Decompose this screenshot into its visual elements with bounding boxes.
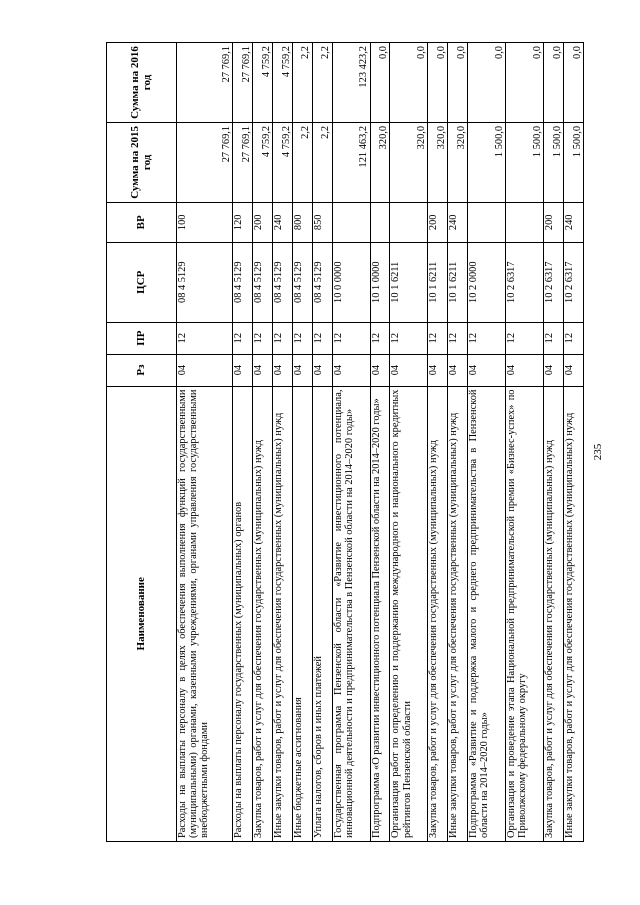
row-vr [332,202,370,242]
row-rz: 04 [292,354,312,386]
rotated-table-container [106,42,584,842]
row-pr: 12 [253,322,273,354]
row-vr: 100 [177,202,233,242]
row-csr: 10 0 0000 [332,242,370,322]
row-sum-2015: 4 759,2 [272,122,292,202]
row-csr: 08 4 5129 [292,242,312,322]
row-sum-2016: 2,2 [292,43,312,123]
row-rz: 04 [564,354,584,386]
row-rz: 04 [272,354,292,386]
table-body [177,43,584,842]
row-sum-2016: 0,0 [370,43,390,123]
row-name: Закупка товаров, работ и услуг для обеспечения государственных (муниципальных) нужд [253,386,273,841]
row-sum-2016: 0,0 [506,43,544,123]
header-sum-2016: Сумма на 2016 год [107,43,177,123]
row-rz: 04 [370,354,390,386]
row-sum-2016: 0,0 [544,43,564,123]
table-row [448,43,468,842]
row-sum-2016: 27 769,1 [177,43,233,123]
row-pr: 12 [564,322,584,354]
row-rz: 04 [233,354,253,386]
row-sum-2015: 1 500,0 [468,122,506,202]
row-name: Организация и проведение этапа Национальной предпринимательской премии «Бизнес-успех» по Приволжскому федеральному округу [506,386,544,841]
row-pr: 12 [506,322,544,354]
row-vr: 200 [253,202,273,242]
row-sum-2015: 27 769,1 [177,122,233,202]
row-pr: 12 [312,322,332,354]
row-csr: 08 4 5129 [233,242,253,322]
row-pr: 12 [390,322,428,354]
table-row [253,43,273,842]
row-name: Закупка товаров, работ и услуг для обеспечения государственных (муниципальных) нужд [428,386,448,841]
row-name: Расходы на выплаты персоналу государственных (муниципальных) органов [233,386,253,841]
row-csr: 10 2 0000 [468,242,506,322]
row-rz: 04 [544,354,564,386]
table-row [332,43,370,842]
row-csr: 08 4 5129 [272,242,292,322]
row-name: Иные закупки товаров, работ и услуг для обеспечения государственных (муниципальных) нужд [448,386,468,841]
row-pr: 12 [428,322,448,354]
page-number: 235 [592,443,604,461]
row-sum-2016: 0,0 [390,43,428,123]
row-name: Иные бюджетные ассигнования [292,386,312,841]
budget-table [106,42,584,842]
row-rz: 04 [448,354,468,386]
row-sum-2016: 0,0 [428,43,448,123]
row-sum-2015: 121 463,2 [332,122,370,202]
row-csr: 10 1 6211 [448,242,468,322]
table-row [390,43,428,842]
row-vr: 200 [544,202,564,242]
row-vr: 200 [428,202,448,242]
header-pr: ПР [107,322,177,354]
row-sum-2016: 4 759,2 [272,43,292,123]
row-sum-2016: 2,2 [312,43,332,123]
row-pr: 12 [448,322,468,354]
row-csr: 10 2 6317 [564,242,584,322]
table-row [272,43,292,842]
row-rz: 04 [428,354,448,386]
table-row [370,43,390,842]
row-csr: 08 4 5129 [312,242,332,322]
row-vr [370,202,390,242]
header-sum-2015: Сумма на 2015 год [107,122,177,202]
table-row [544,43,564,842]
row-csr: 10 1 6211 [428,242,448,322]
row-sum-2015: 320,0 [370,122,390,202]
table-row [564,43,584,842]
row-sum-2015: 320,0 [448,122,468,202]
table-row [428,43,448,842]
row-name: Подпрограмма «О развитии инвестиционного потенциала Пензенской области на 2014–2020 годы» [370,386,390,841]
row-name: Расходы на выплаты персоналу в целях обеспечения выполнения функций государственными (муниципальными) органами, казенными учреждениями, органами управления государственными внебюджетными фондами [177,386,233,841]
row-vr: 800 [292,202,312,242]
row-rz: 04 [177,354,233,386]
row-sum-2015: 2,2 [292,122,312,202]
table-row [233,43,253,842]
row-sum-2016: 0,0 [468,43,506,123]
row-vr: 240 [448,202,468,242]
row-pr: 12 [177,322,233,354]
row-pr: 12 [272,322,292,354]
table-row [468,43,506,842]
row-sum-2016: 123 423,2 [332,43,370,123]
row-sum-2016: 0,0 [564,43,584,123]
row-vr [506,202,544,242]
row-pr: 12 [468,322,506,354]
row-name: Государственная программа Пензенской области «Развитие инвестиционного потенциала, инновационной деятельности и предпринимательства в Пензенской области на 2014–2020 годы» [332,386,370,841]
row-name: Закупка товаров, работ и услуг для обеспечения государственных (муниципальных) нужд [544,386,564,841]
row-csr: 10 2 6317 [544,242,564,322]
table-row [506,43,544,842]
row-sum-2015: 1 500,0 [544,122,564,202]
table-row [312,43,332,842]
row-sum-2015: 320,0 [428,122,448,202]
row-name: Иные закупки товаров, работ и услуг для обеспечения государственных (муниципальных) нужд [272,386,292,841]
row-pr: 12 [233,322,253,354]
row-rz: 04 [506,354,544,386]
row-sum-2015: 2,2 [312,122,332,202]
row-csr: 10 1 0000 [370,242,390,322]
row-sum-2016: 27 769,1 [233,43,253,123]
row-sum-2015: 27 769,1 [233,122,253,202]
row-csr: 08 4 5129 [253,242,273,322]
row-name: Уплата налогов, сборов и иных платежей [312,386,332,841]
row-csr: 10 2 6317 [506,242,544,322]
row-sum-2015: 320,0 [390,122,428,202]
header-csr: ЦСР [107,242,177,322]
row-name: Иные закупки товаров, работ и услуг для обеспечения государственных (муниципальных) нужд [564,386,584,841]
header-name: Наименование [107,386,177,841]
row-name: Подпрограмма «Развитие и поддержка малого и среднего предпринимательства в Пензенской области на 2014–2020 годы» [468,386,506,841]
row-rz: 04 [253,354,273,386]
row-sum-2015: 4 759,2 [253,122,273,202]
header-vr: ВР [107,202,177,242]
row-name: Организация работ по определению и поддержанию международного и национального кредитных рейтингов Пензенской области [390,386,428,841]
row-sum-2016: 0,0 [448,43,468,123]
table-row [177,43,233,842]
row-vr: 850 [312,202,332,242]
row-vr [390,202,428,242]
row-rz: 04 [390,354,428,386]
row-csr: 10 1 6211 [390,242,428,322]
row-vr: 120 [233,202,253,242]
row-pr: 12 [544,322,564,354]
row-vr [468,202,506,242]
table-row [292,43,312,842]
row-csr: 08 4 5129 [177,242,233,322]
row-rz: 04 [468,354,506,386]
header-rz: Рз [107,354,177,386]
row-sum-2015: 1 500,0 [506,122,544,202]
row-vr: 240 [272,202,292,242]
table-header-row [107,43,177,842]
row-vr: 240 [564,202,584,242]
row-sum-2016: 4 759,2 [253,43,273,123]
row-rz: 04 [332,354,370,386]
row-sum-2015: 1 500,0 [564,122,584,202]
row-rz: 04 [312,354,332,386]
row-pr: 12 [332,322,370,354]
row-pr: 12 [292,322,312,354]
row-pr: 12 [370,322,390,354]
